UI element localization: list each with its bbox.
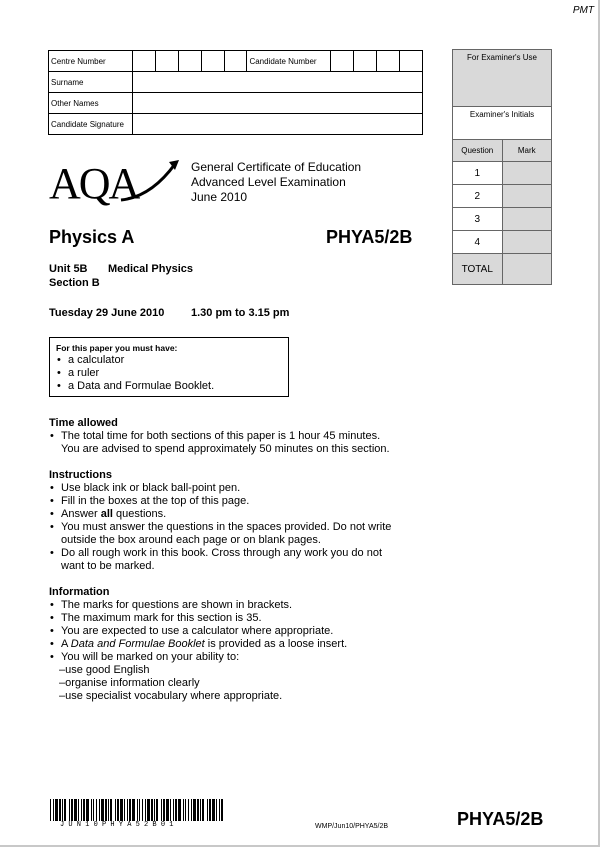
candidate-number-label: Candidate Number — [247, 51, 331, 72]
instruction-line: Do all rough work in this book. Cross through any work you do not — [61, 547, 382, 559]
instruction-item: • Fill in the boxes at the top of this page. — [49, 495, 429, 508]
candidate-number-box[interactable] — [354, 51, 377, 72]
instruction-line: outside the box around each page or on blank pages. — [61, 534, 321, 546]
centre-number-box[interactable] — [201, 51, 224, 72]
information-item: • You are expected to use a calculator where appropriate. — [49, 625, 429, 638]
qualification-line: Advanced Level Examination — [191, 175, 346, 189]
time-allowed-item — [49, 430, 429, 456]
examiner-use-title: For Examiner's Use — [453, 50, 552, 107]
section-label: Section B — [49, 277, 100, 289]
signature-field[interactable] — [132, 114, 422, 135]
centre-number-box[interactable] — [224, 51, 247, 72]
ability-sublist — [49, 664, 429, 703]
information-item: • The maximum mark for this section is 35. — [49, 612, 429, 625]
instruction-item — [49, 508, 429, 521]
barcode-text: J U N 1 0 P H Y A 5 2 B 0 1 — [60, 821, 174, 829]
mark-header: Mark — [502, 140, 552, 162]
information-section — [49, 586, 429, 703]
instruction-line: want to be marked. — [61, 560, 155, 572]
other-names-field[interactable] — [132, 93, 422, 114]
surname-label: Surname — [49, 72, 133, 93]
information-item: • You will be marked on your ability to: — [49, 651, 429, 664]
aqa-swoosh-icon — [119, 158, 181, 208]
total-label: TOTAL — [453, 254, 503, 285]
ability-item: – organise information clearly — [59, 677, 429, 690]
instructions-heading: Instructions — [49, 469, 112, 481]
candidate-number-box[interactable] — [377, 51, 400, 72]
footer-paper-code: PHYA5/2B — [457, 809, 544, 829]
information-heading: Information — [49, 586, 110, 598]
answer-all-post: questions. — [112, 508, 167, 520]
answer-all-bold: all — [100, 508, 113, 520]
time-allowed-section — [49, 417, 429, 456]
candidate-number-box[interactable] — [400, 51, 423, 72]
ability-item: – use specialist vocabulary where appropriate. — [59, 690, 429, 703]
must-have-item: • a ruler — [56, 367, 288, 380]
booklet-pre: A — [61, 638, 71, 650]
qualification-line: June 2010 — [191, 190, 248, 204]
examiner-initials: Examiner's Initials — [453, 107, 552, 140]
question-header: Question — [453, 140, 503, 162]
signature-label: Candidate Signature — [49, 114, 133, 135]
instruction-item — [49, 521, 429, 547]
instructions-section — [49, 469, 429, 573]
subject-title: Physics A — [49, 227, 135, 247]
qualification — [191, 160, 361, 205]
candidate-details-table — [48, 50, 423, 135]
surname-field[interactable] — [132, 72, 422, 93]
footer-reference: WMP/Jun10/PHYA5/2B — [315, 823, 389, 830]
aqa-logo-text: AQA — [49, 159, 139, 208]
unit-title: Medical Physics — [108, 263, 193, 275]
unit-label: Unit 5B — [49, 263, 88, 275]
qualification-line: General Certificate of Education — [191, 160, 362, 174]
centre-number-box[interactable] — [132, 51, 155, 72]
pmt-label: PMT — [572, 5, 594, 16]
question-number: 3 — [453, 208, 503, 231]
mark-cell[interactable] — [502, 185, 552, 208]
centre-number-label: Centre Number — [49, 51, 133, 72]
question-number: 2 — [453, 185, 503, 208]
question-number: 1 — [453, 162, 503, 185]
time-allowed-line: The total time for both sections of this paper is 1 hour 45 minutes. — [61, 430, 381, 442]
question-number: 4 — [453, 231, 503, 254]
paper-code: PHYA5/2B — [326, 227, 413, 247]
must-have-title: For this paper you must have: — [56, 343, 178, 353]
information-item: • The marks for questions are shown in brackets. — [49, 599, 429, 612]
exam-time: 1.30 pm to 3.15 pm — [191, 307, 290, 319]
aqa-logo — [49, 158, 179, 210]
must-have-list — [56, 354, 288, 393]
candidate-number-box[interactable] — [331, 51, 354, 72]
time-allowed-list — [49, 430, 429, 456]
instruction-line: You must answer the questions in the spaces provided. Do not write — [61, 521, 392, 533]
instruction-item: • Use black ink or black ball-point pen. — [49, 482, 429, 495]
mark-cell[interactable] — [502, 208, 552, 231]
must-have-item: • a calculator — [56, 354, 288, 367]
information-list — [49, 599, 429, 664]
exam-date: Tuesday 29 June 2010 — [49, 307, 165, 319]
booklet-post: is provided as a loose insert. — [204, 638, 348, 650]
ability-item: – use good English — [59, 664, 429, 677]
barcode-icon — [50, 799, 225, 821]
booklet-italic: Data and Formulae Booklet — [70, 638, 205, 650]
instruction-item — [49, 547, 429, 573]
centre-number-box[interactable] — [155, 51, 178, 72]
total-cell[interactable] — [502, 254, 552, 285]
information-item — [49, 638, 429, 651]
answer-all-pre: Answer — [61, 508, 101, 520]
barcode — [50, 799, 225, 821]
must-have-item: • a Data and Formulae Booklet. — [56, 380, 288, 393]
time-allowed-heading: Time allowed — [49, 417, 118, 429]
other-names-label: Other Names — [49, 93, 133, 114]
instructions-list — [49, 482, 429, 573]
must-have-box — [49, 337, 289, 397]
time-allowed-line: You are advised to spend approximately 50 minutes on this section. — [61, 443, 390, 455]
centre-number-box[interactable] — [178, 51, 201, 72]
examiner-use-table — [452, 49, 552, 285]
mark-cell[interactable] — [502, 162, 552, 185]
mark-cell[interactable] — [502, 231, 552, 254]
